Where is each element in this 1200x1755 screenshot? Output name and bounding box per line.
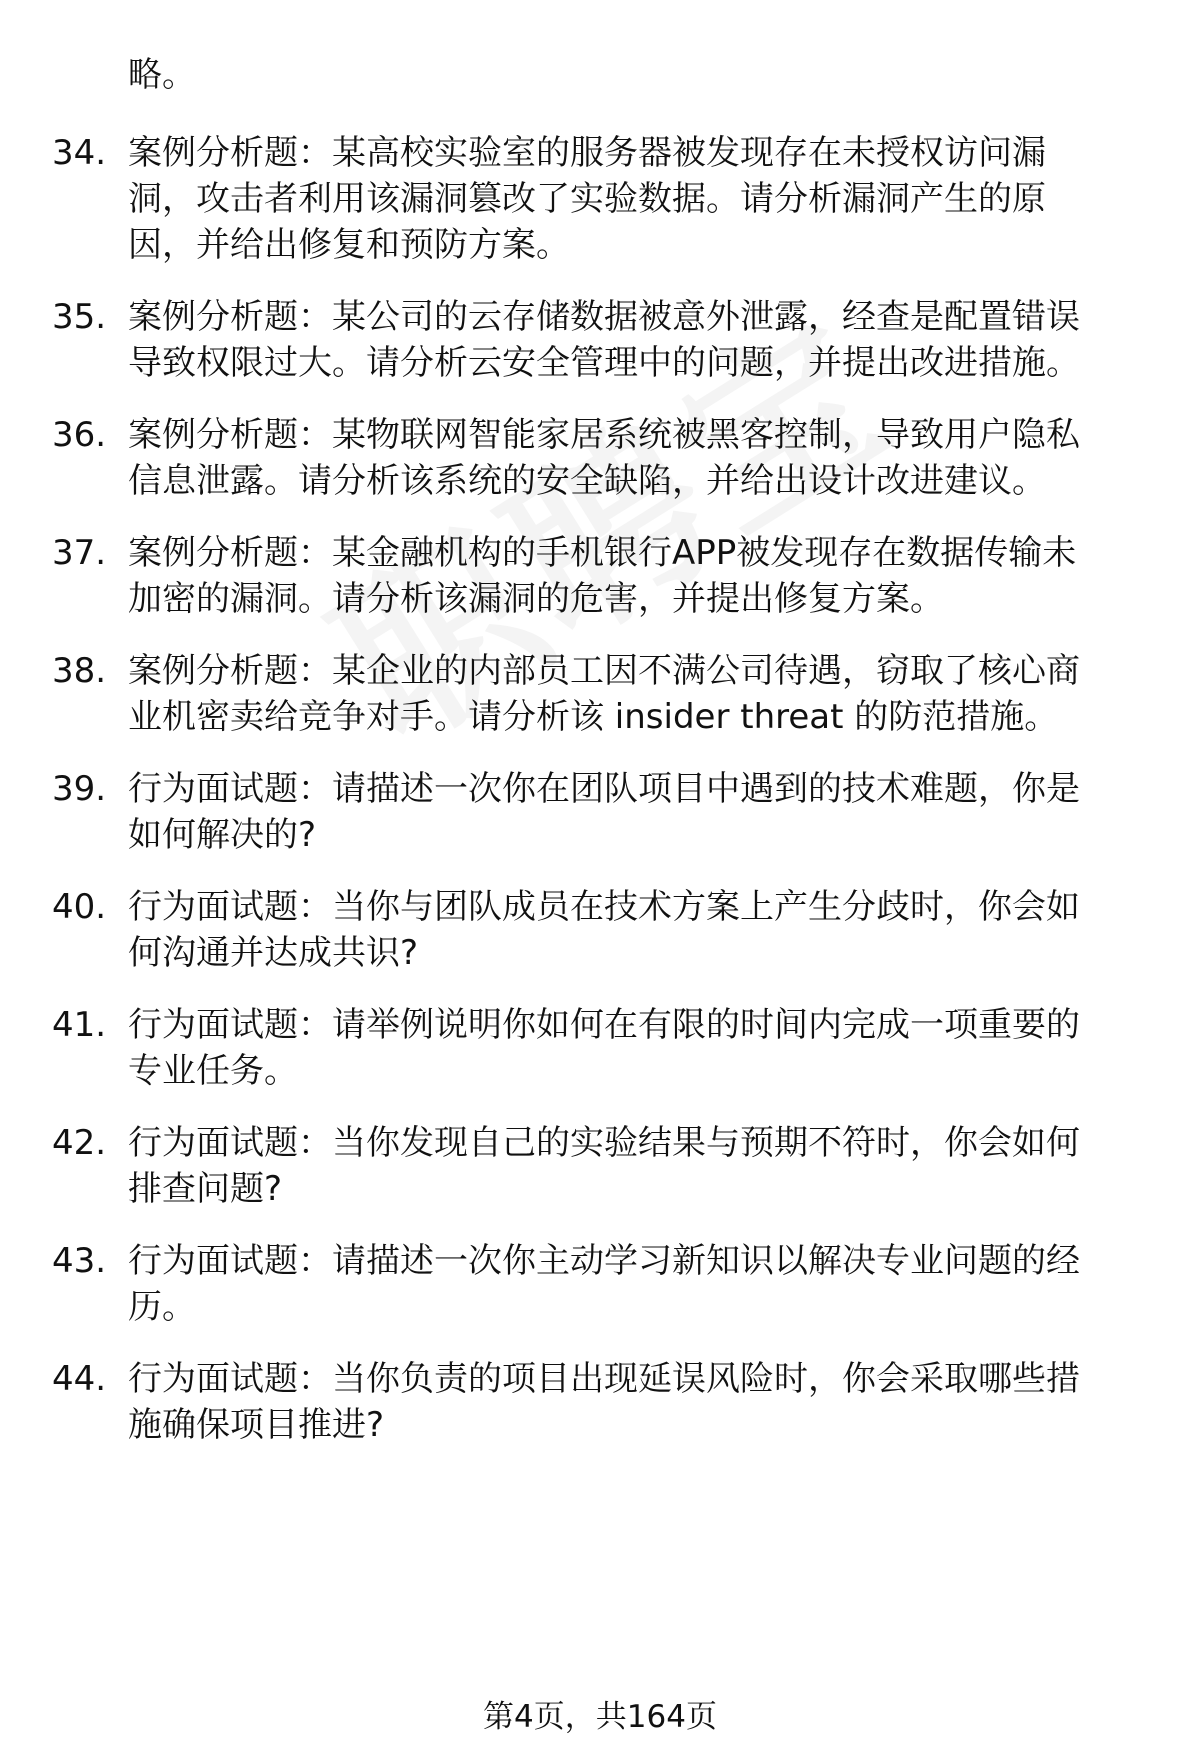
question-line: 行为面试题：请描述一次你主动学习新知识以解决专业问题的经 <box>128 1241 1080 1281</box>
question-line: 加密的漏洞。请分析该漏洞的危害，并提出修复方案。 <box>128 579 944 619</box>
question-line: 因，并给出修复和预防方案。 <box>128 225 570 265</box>
question-line: 专业任务。 <box>128 1051 298 1091</box>
question-line: 行为面试题：当你负责的项目出现延误风险时，你会采取哪些措 <box>128 1359 1080 1399</box>
question-line: 案例分析题：某公司的云存储数据被意外泄露，经查是配置错误 <box>128 297 1080 337</box>
question-line: 信息泄露。请分析该系统的安全缺陷，并给出设计改进建议。 <box>128 461 1046 501</box>
question-line: 行为面试题：请描述一次你在团队项目中遇到的技术难题，你是 <box>128 769 1080 809</box>
question-line: 导致权限过大。请分析云安全管理中的问题，并提出改进措施。 <box>128 343 1080 383</box>
question-line: 案例分析题：某物联网智能家居系统被黑客控制，导致用户隐私 <box>128 415 1080 455</box>
question-number: 35. <box>52 297 107 337</box>
question-number: 39. <box>52 769 107 809</box>
question-line: 行为面试题：当你与团队成员在技术方案上产生分歧时，你会如 <box>128 887 1080 927</box>
page-footer: 第4页，共164页 <box>483 1699 717 1735</box>
question-line: 洞，攻击者利用该漏洞篡改了实验数据。请分析漏洞产生的原 <box>128 179 1046 219</box>
question-line: 业机密卖给竞争对手。请分析该 insider threat 的防范措施。 <box>128 697 1059 737</box>
question-number: 43. <box>52 1241 107 1281</box>
question-number: 38. <box>52 651 107 691</box>
question-line: 案例分析题：某高校实验室的服务器被发现存在未授权访问漏 <box>128 133 1046 173</box>
question-number: 44. <box>52 1359 107 1399</box>
continuation-text: 略。 <box>128 55 196 95</box>
question-line: 排查问题? <box>128 1169 283 1209</box>
question-number: 36. <box>52 415 107 455</box>
question-line: 如何解决的? <box>128 815 317 855</box>
question-line: 施确保项目推进? <box>128 1405 385 1445</box>
question-number: 40. <box>52 887 107 927</box>
question-line: 行为面试题：请举例说明你如何在有限的时间内完成一项重要的 <box>128 1005 1080 1045</box>
question-line: 行为面试题：当你发现自己的实验结果与预期不符时，你会如何 <box>128 1123 1080 1163</box>
question-line: 何沟通并达成共识? <box>128 933 419 973</box>
question-number: 42. <box>52 1123 107 1163</box>
question-number: 41. <box>52 1005 107 1045</box>
question-line: 案例分析题：某金融机构的手机银行APP被发现存在数据传输未 <box>128 533 1077 573</box>
question-number: 37. <box>52 533 107 573</box>
question-number: 34. <box>52 133 107 173</box>
question-line: 案例分析题：某企业的内部员工因不满公司待遇，窃取了核心商 <box>128 651 1080 691</box>
question-line: 历。 <box>128 1287 196 1327</box>
